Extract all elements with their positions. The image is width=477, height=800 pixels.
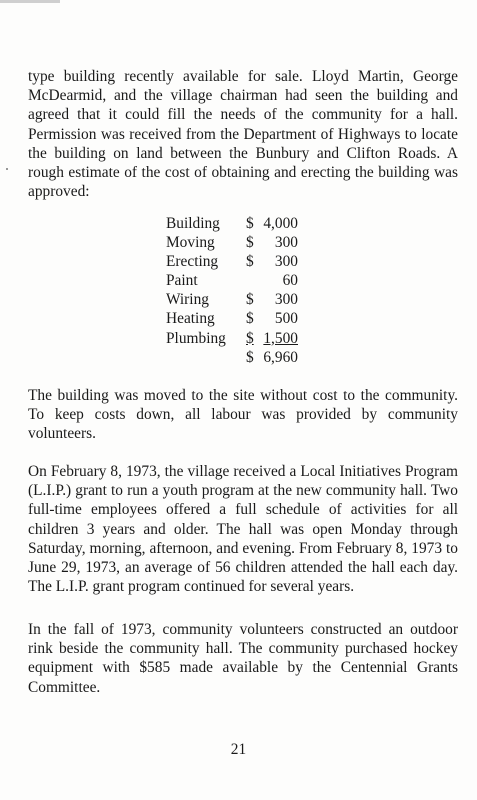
cost-item-label: Moving [166, 234, 215, 252]
top-edge-mark [0, 0, 60, 3]
cost-estimate-table [166, 214, 312, 367]
cost-item-label: Erecting [166, 253, 219, 271]
paragraph-outdoor-rink: In the fall of 1973, community volunteers constructed an outdoor rink beside the community hall. The community purchased hockey equipment with $585 made available by the Centennial Grants Committee. [28, 621, 458, 696]
page-number: 21 [230, 741, 247, 758]
cost-total-spacer [166, 348, 246, 367]
cost-row-wiring [166, 290, 312, 309]
paragraph-building-moved: The building was moved to the site without cost to the community. To keep costs down, all labour was provided by community volunteers. [28, 387, 458, 443]
cost-item-amount: $ 4,000 [246, 215, 298, 232]
cost-item-amount: $ 300 [246, 234, 298, 252]
cost-row-plumbing [166, 329, 312, 348]
cost-total-amount: $ 6,960 [246, 348, 298, 366]
cost-item-amount: 60 [282, 272, 298, 290]
cost-row-paint [166, 271, 312, 290]
cost-item-amount: $ 300 [246, 291, 298, 309]
cost-item-label: Plumbing [166, 329, 226, 347]
cost-item-label: Heating [166, 310, 215, 328]
cost-item-amount: $ 1,500 [246, 329, 298, 347]
cost-item-amount: $ 300 [246, 253, 298, 271]
paper-speck [6, 168, 8, 170]
cost-row-building [166, 214, 312, 233]
cost-row-total [166, 348, 312, 367]
cost-row-erecting [166, 252, 312, 271]
cost-item-label: Paint [166, 272, 198, 290]
paragraph-hall-building: type building recently available for sale. Lloyd Martin, George McDearmid, and the village chairman had seen the building and agreed that it could fill the needs of the community for a hall. Permission was received from the Department of Highways to locate the building on land between the Bunbury and Clifton Roads. A rough estimate of the cost of obtaining and erecting the building was approved: [28, 68, 458, 201]
cost-row-heating [166, 309, 312, 328]
cost-item-label: Building [166, 215, 220, 232]
paragraph-lip-grant: On February 8, 1973, the village received a Local Initiatives Program (L.I.P.) grant to run a youth program at the new community hall. Two full-time employees offered a full schedule of activities for all children 3 years and older. The hall was open Monday through Saturday, morning, afternoon, and evening. From February 8, 1973 to June 29, 1973, an average of 56 children attended the hall each day. The L.I.P. grant program continued for several years. [28, 463, 458, 596]
cost-item-label: Wiring [166, 291, 209, 309]
cost-row-moving [166, 233, 312, 252]
cost-item-amount: $ 500 [246, 310, 298, 328]
